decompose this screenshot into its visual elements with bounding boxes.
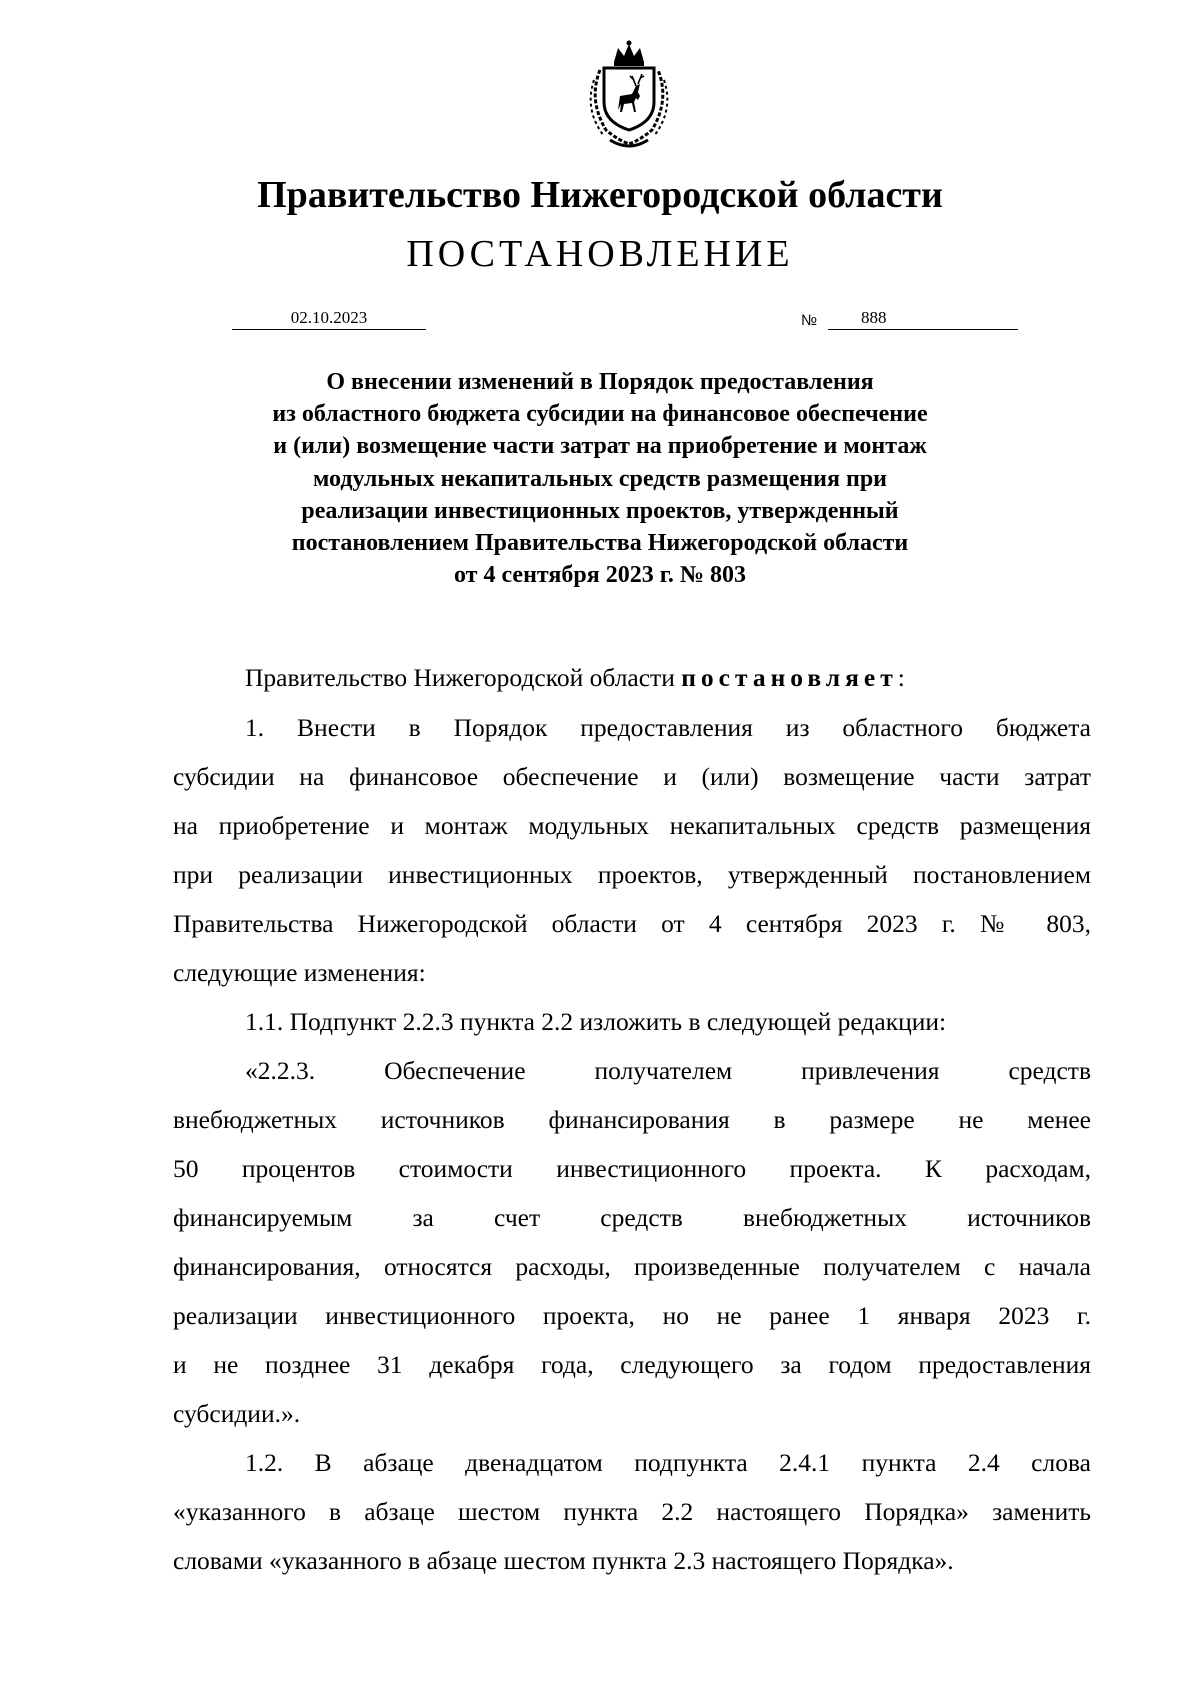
body-line: следующие изменения: — [173, 958, 426, 987]
body-line: реализации инвестиционного проекта, но не ранее 1 января 2023 г. — [173, 1301, 1091, 1330]
body-line: субсидии.». — [173, 1399, 301, 1428]
subject-line: из областного бюджета субсидии на финансовое обеспечение — [272, 401, 928, 428]
government-title: Правительство Нижегородской области — [257, 174, 943, 216]
body-line: 1.1. Подпункт 2.2.3 пункта 2.2 изложить в следующей редакции: — [245, 1007, 947, 1036]
document-number-field — [828, 307, 1018, 330]
body-line: финансируемым за счет средств внебюджетных источников — [173, 1203, 1091, 1232]
subject-line: реализации инвестиционных проектов, утвержденный — [301, 497, 899, 524]
preamble-colon: : — [897, 663, 905, 692]
body-line: финансирования, относятся расходы, произведенные получателем с начала — [173, 1252, 1091, 1281]
body-line: при реализации инвестиционных проектов, утвержденный постановлением — [173, 860, 1091, 889]
subject-line: О внесении изменений в Порядок предоставления — [326, 369, 874, 395]
subject-line: и (или) возмещение части затрат на приобретение и монтаж — [273, 433, 927, 460]
document-type: ПОСТАНОВЛЕНИЕ — [406, 233, 794, 275]
body-line: 1. Внести в Порядок предоставления из областного бюджета — [245, 713, 1091, 742]
body-line: словами «указанного в абзаце шестом пункта 2.3 настоящего Порядка». — [173, 1546, 954, 1575]
body-line: Правительства Нижегородской области от 4 сентября 2023 г. № 803, — [173, 909, 1091, 938]
body-line: субсидии на финансовое обеспечение и (или) возмещение части затрат — [173, 762, 1091, 791]
body-line: 1.2. В абзаце двенадцатом подпункта 2.4.1 пункта 2.4 слова — [245, 1448, 1091, 1477]
body-line: на приобретение и монтаж модульных некапитальных средств размещения — [173, 811, 1091, 840]
coat-of-arms-icon — [574, 40, 684, 152]
preamble — [173, 663, 1091, 693]
body-line: «2.2.3. Обеспечение получателем привлечения средств — [245, 1056, 1091, 1085]
subject-line: от 4 сентября 2023 г. № 803 — [454, 562, 746, 589]
document-date: 02.10.2023 — [232, 307, 426, 330]
document-number: 888 — [861, 308, 887, 327]
subject-line: постановлением Правительства Нижегородской области — [291, 530, 909, 557]
number-label: № — [801, 312, 818, 329]
subject-line: модульных некапитальных средств размещения при — [313, 465, 887, 492]
preamble-verb: постановляет — [681, 663, 898, 692]
body-line: 50 процентов стоимости инвестиционного проекта. К расходам, — [173, 1154, 1091, 1183]
body-line: «указанного в абзаце шестом пункта 2.2 настоящего Порядка» заменить — [173, 1497, 1091, 1526]
body-line: внебюджетных источников финансирования в размере не менее — [173, 1105, 1091, 1134]
document-subject — [200, 366, 1000, 591]
body-line: и не позднее 31 декабря года, следующего за годом предоставления — [173, 1350, 1091, 1379]
preamble-text: Правительство Нижегородской области — [245, 663, 682, 692]
